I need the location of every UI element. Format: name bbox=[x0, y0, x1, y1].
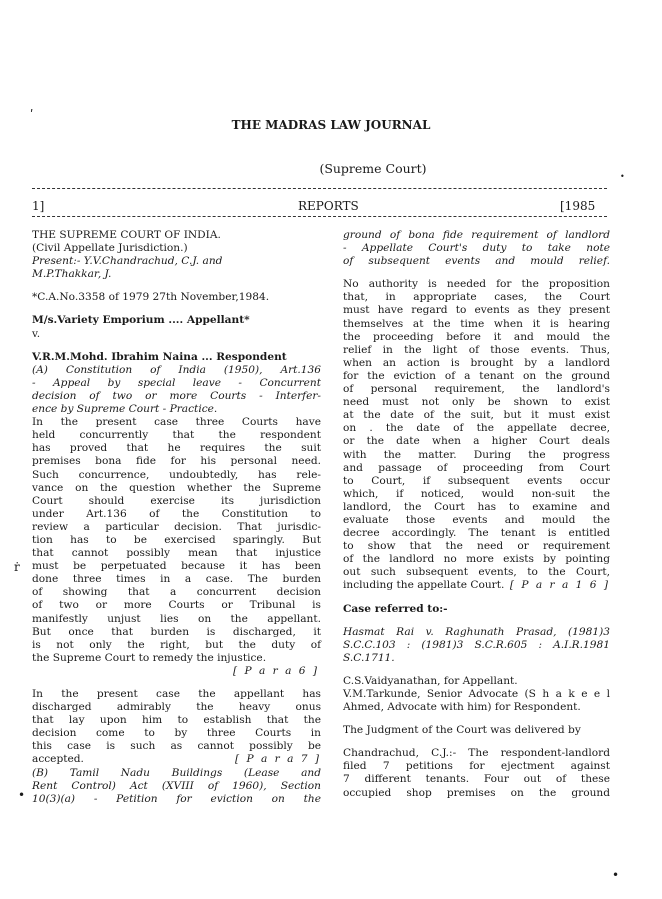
header-rule bbox=[32, 216, 607, 217]
body-line: tion has to be exercised sparingly. But bbox=[32, 533, 321, 546]
body-line: held concurrently that the respondent bbox=[32, 429, 321, 442]
headnote-b-line: - Appellate Court's duty to take note bbox=[343, 242, 610, 255]
counsel-respondent: V.M.Tarkunde, Senior Advocate (S h a k e e l bbox=[343, 688, 610, 700]
body-line: which, if noticed, would non-suit the bbox=[343, 487, 610, 500]
body-line: premises bona fide for his personal need. bbox=[32, 455, 321, 468]
scan-speck: ʹ bbox=[30, 108, 34, 122]
judgment-intro: The Judgment of the Court was delivered by bbox=[343, 724, 581, 737]
body-line: on . the date of the appellate decree, bbox=[343, 422, 610, 435]
counsel-appellant: C.S.Vaidyanathan, for Appellant. bbox=[343, 674, 518, 687]
body-line: relief in the light of those events. Thus, bbox=[343, 343, 610, 356]
headnote-b-line: Rent Control) Act (XVIII of 1960), Section bbox=[32, 779, 321, 792]
body-line: the Supreme Court to remedy the injustice. bbox=[32, 651, 267, 664]
body-line: that, in appropriate cases, the Court bbox=[343, 291, 610, 304]
body-line: of personal requirement, the landlord's bbox=[343, 383, 610, 396]
scan-speck: • bbox=[620, 172, 625, 181]
para-16-row bbox=[343, 579, 610, 592]
headnote-b-line: of subsequent events and mould relief. bbox=[343, 255, 610, 268]
body-line: In the present case three Courts have bbox=[32, 416, 321, 429]
body-line: discharged admirably the heavy onus bbox=[32, 701, 321, 714]
body-line: must have regard to events as they present bbox=[343, 304, 610, 317]
body-line: 7 different tenants. Four out of these bbox=[343, 773, 610, 786]
body-line: to show that the need or requirement bbox=[343, 540, 610, 553]
body-line: Such concurrence, undoubtedly, has rele- bbox=[32, 468, 321, 481]
scan-speck: ṙ bbox=[14, 560, 20, 574]
bench-line-2: M.P.Thakkar, J. bbox=[32, 268, 112, 281]
body-line: when an action is brought by a landlord bbox=[343, 356, 610, 369]
headnote-a-line: decision of two or more Courts - Interfer- bbox=[32, 389, 321, 402]
body-line: has proved that he requires the suit bbox=[32, 442, 321, 455]
left-column bbox=[32, 229, 321, 806]
body-line: decree accordingly. The tenant is entitled bbox=[343, 527, 610, 540]
headnote-a-line: (A) Constitution of India (1950), Art.136 bbox=[32, 363, 321, 376]
body-line: manifestly unjust lies on the appellant. bbox=[32, 612, 321, 625]
body-line: is not only the right, but the duty of bbox=[32, 638, 321, 651]
page-number: 1] bbox=[32, 199, 45, 213]
body-line: review a particular decision. That jurisdic- bbox=[32, 520, 321, 533]
body-line: occupied shop premises on the ground bbox=[343, 786, 610, 799]
body-line: decision come to by three Courts in bbox=[32, 727, 321, 740]
body-line: need must not only be shown to exist bbox=[343, 396, 610, 409]
body-line: Court should exercise its jurisdiction bbox=[32, 494, 321, 507]
citation-line: S.C.C.103 : (1981)3 S.C.R.605 : A.I.R.1981 bbox=[343, 638, 610, 651]
headnote-a-line: - Appeal by special leave - Concurrent bbox=[32, 376, 321, 389]
body-line: out such subsequent events, to the Court, bbox=[343, 566, 610, 579]
body-line: Chandrachud, C.J.:- The respondent-landlord bbox=[343, 747, 610, 760]
body-line: including the appellate Court. bbox=[343, 579, 505, 592]
body-line: the proceeding before it and mould the bbox=[343, 330, 610, 343]
court-name: THE SUPREME COURT OF INDIA. bbox=[32, 229, 221, 241]
body-line: evaluate those events and mould the bbox=[343, 513, 610, 526]
body-line: landlord, the Court has to examine and bbox=[343, 500, 610, 513]
headnote-b-line: ground of bona fide requirement of landlord bbox=[343, 229, 610, 241]
citation-line: Hasmat Rai v. Raghunath Prasad, (1981)3 bbox=[343, 625, 610, 638]
para-6-ref: [ P a r a 6 ] bbox=[232, 664, 319, 677]
year: [1985 bbox=[560, 199, 596, 213]
body-line: that lay upon him to establish that the bbox=[32, 714, 321, 727]
body-line: No authority is needed for the proposition bbox=[343, 278, 610, 291]
scan-speck: • bbox=[612, 868, 620, 882]
para-7-ref: [ P a r a 7 ] bbox=[234, 753, 321, 766]
versus: v. bbox=[32, 327, 41, 340]
body-line: and passage of proceeding from Court bbox=[343, 461, 610, 474]
body-line: accepted. bbox=[32, 753, 84, 766]
body-line: or the date when a higher Court deals bbox=[343, 435, 610, 448]
body-line: of two or more Courts or Tribunal is bbox=[32, 599, 321, 612]
scan-speck: • bbox=[18, 788, 26, 802]
appellant-line: M/s.Variety Emporium .... Appellant* bbox=[32, 314, 250, 327]
body-line: But once that burden is discharged, it bbox=[32, 625, 321, 638]
body-line: at the date of the suit, but it must exist bbox=[343, 409, 610, 422]
body-line: In the present case the appellant has bbox=[32, 688, 321, 700]
journal-title: THE MADRAS LAW JOURNAL bbox=[231, 118, 431, 132]
headnote-a-line: ence by Supreme Court - Practice. bbox=[32, 403, 218, 416]
court-label: (Supreme Court) bbox=[319, 161, 427, 176]
body-line: of the landlord no more exists by pointing bbox=[343, 553, 610, 566]
body-line: done three times in a case. The burden bbox=[32, 573, 321, 586]
respondent-line: V.R.M.Mohd. Ibrahim Naina ... Respondent bbox=[32, 350, 287, 363]
para-7-row bbox=[32, 753, 321, 766]
body-line: filed 7 petitions for ejectment against bbox=[343, 760, 610, 773]
body-line: under Art.136 of the Constitution to bbox=[32, 507, 321, 520]
body-line: themselves at the time when it is hearing bbox=[343, 317, 610, 330]
case-referred-heading: Case referred to:- bbox=[343, 602, 448, 615]
body-line: to Court, if subsequent events occur bbox=[343, 474, 610, 487]
running-head: REPORTS bbox=[298, 199, 359, 213]
jurisdiction: (Civil Appellate Jurisdiction.) bbox=[32, 242, 188, 255]
body-line: for the eviction of a tenant on the ground bbox=[343, 369, 610, 382]
body-line: vance on the question whether the Supreme bbox=[32, 481, 321, 494]
body-line: of showing that a concurrent decision bbox=[32, 586, 321, 599]
body-line: must be perpetuated because it has been bbox=[32, 560, 321, 573]
bench-line: Present:- Y.V.Chandrachud, C.J. and bbox=[32, 255, 223, 268]
right-column bbox=[343, 229, 610, 800]
case-number: *C.A.No.3358 of 1979 27th November,1984. bbox=[32, 291, 270, 304]
top-rule bbox=[32, 188, 607, 189]
body-line: this case is such as cannot possibly be bbox=[32, 740, 321, 753]
counsel-respondent-2: Ahmed, Advocate with him) for Respondent. bbox=[343, 701, 581, 714]
headnote-b-line: 10(3)(a) - Petition for eviction on the bbox=[32, 792, 321, 805]
body-line: that cannot possibly mean that injustice bbox=[32, 547, 321, 560]
body-line: with the matter. During the progress bbox=[343, 448, 610, 461]
para-16-ref: [ P a r a 1 6 ] bbox=[509, 579, 610, 592]
citation-line: S.C.1711. bbox=[343, 651, 395, 664]
headnote-b-line: (B) Tamil Nadu Buildings (Lease and bbox=[32, 766, 321, 779]
